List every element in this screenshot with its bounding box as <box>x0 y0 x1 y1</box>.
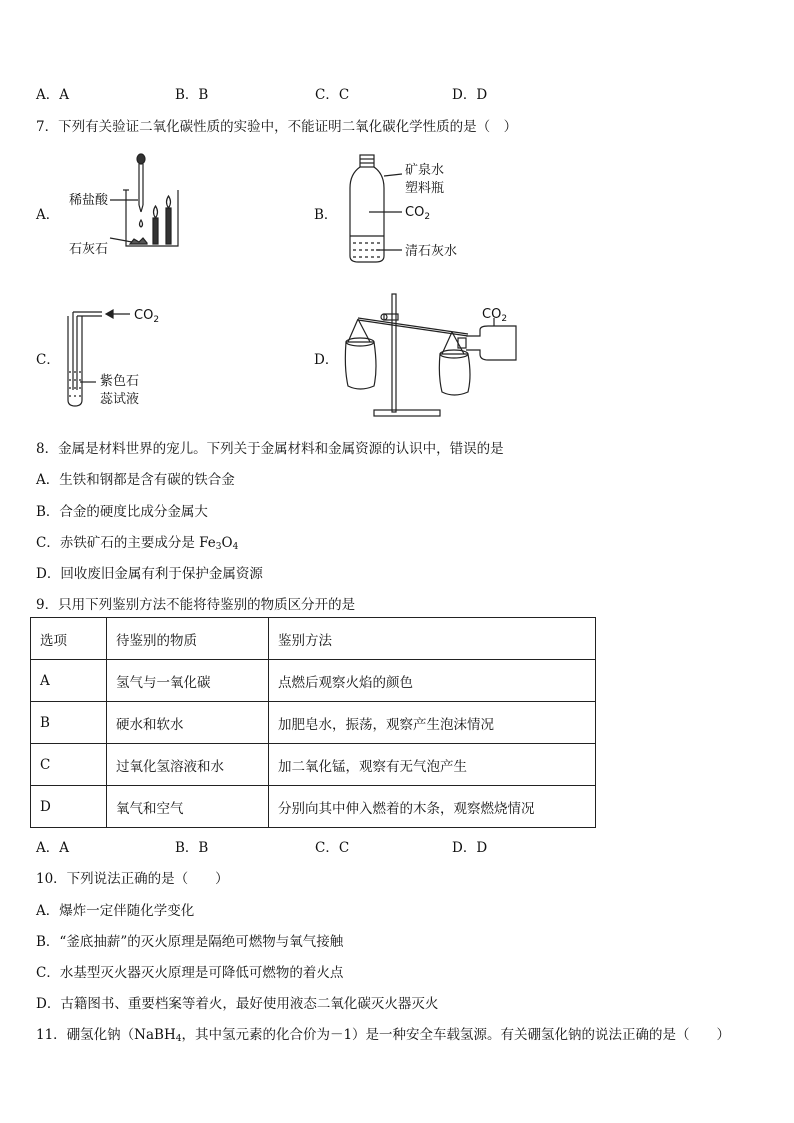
q9-option-c[interactable]: C．C <box>315 840 350 856</box>
q7-a-acid-label: 稀盐酸 <box>69 193 109 208</box>
q8-option-a[interactable]: A．生铁和钢都是含有碳的铁合金 <box>36 472 235 488</box>
cell-method: 加二氧化锰，观察有无气泡产生 <box>269 744 596 786</box>
q9-stem: 9．只用下列鉴别方法不能将待鉴别的物质区分开的是 <box>36 597 356 613</box>
header-substances: 待鉴别的物质 <box>107 618 269 660</box>
q8-stem: 8．金属是材料世界的宠儿。下列关于金属材料和金属资源的认识中，错误的是 <box>36 441 504 457</box>
q10-stem: 10．下列说法正确的是（ ） <box>36 871 229 887</box>
svg-text:CO2: $CO_2$ <box>482 307 508 324</box>
q10-option-b[interactable]: B．“釜底抽薪”的灭火原理是隔绝可燃物与氧气接触 <box>36 934 344 950</box>
q7-label-c[interactable]: C． <box>36 352 60 368</box>
cell-substances: 氧气和空气 <box>107 786 269 828</box>
cell-option: D <box>31 786 107 828</box>
table-header-row <box>31 618 596 660</box>
q7-label-b[interactable]: B． <box>314 207 338 223</box>
q6-option-d[interactable]: D．D <box>452 87 488 103</box>
q7-figure-b <box>336 152 486 264</box>
cell-substances: 氢气与一氧化碳 <box>107 660 269 702</box>
table-row <box>31 786 596 828</box>
q6-option-b[interactable]: B．B <box>175 87 209 103</box>
q7-figure-d <box>340 290 530 420</box>
cell-option: C <box>31 744 107 786</box>
q8-option-b[interactable]: B．合金的硬度比成分金属大 <box>36 504 208 520</box>
q7-b-gas-label: $CO_2$ <box>405 205 431 222</box>
q8-option-c[interactable]: C．赤铁矿石的主要成分是 $Fe_3O_4$ <box>36 535 239 552</box>
table-row <box>31 744 596 786</box>
q10-option-d[interactable]: D．古籍图书、重要档案等着火，最好使用液态二氧化碳灭火器灭火 <box>36 996 439 1012</box>
cell-substances: 过氧化氢溶液和水 <box>107 744 269 786</box>
q7-figure-c <box>60 302 200 410</box>
q6-option-a[interactable]: A．A <box>36 87 69 103</box>
q6-option-c[interactable]: C．C <box>315 87 350 103</box>
q7-b-liquid-label: 清石灰水 <box>405 244 458 259</box>
header-option: 选项 <box>31 618 107 660</box>
q7-c-liquid-label-2: 蕊试液 <box>100 392 140 407</box>
q7-label-a[interactable]: A． <box>36 207 60 223</box>
q9-option-b[interactable]: B．B <box>175 840 209 856</box>
q7-b-bottle-label-2: 塑料瓶 <box>405 181 445 196</box>
q7-b-bottle-label-1: 矿泉水 <box>405 163 445 178</box>
cell-method: 加肥皂水，振荡，观察产生泡沫情况 <box>269 702 596 744</box>
q7-a-stone-label: 石灰石 <box>69 242 109 257</box>
q9-table <box>30 617 596 828</box>
cell-option: B <box>31 702 107 744</box>
q10-option-a[interactable]: A．爆炸一定伴随化学变化 <box>36 903 195 919</box>
q9-option-d[interactable]: D．D <box>452 840 488 856</box>
q7-c-liquid-label-1: 紫色石 <box>100 374 140 389</box>
table-row <box>31 702 596 744</box>
cell-substances: 硬水和软水 <box>107 702 269 744</box>
cell-method: 分别向其中伸入燃着的木条，观察燃烧情况 <box>269 786 596 828</box>
header-method: 鉴别方法 <box>269 618 596 660</box>
q8-option-d[interactable]: D．回收废旧金属有利于保护金属资源 <box>36 566 263 582</box>
q7-figure-a <box>60 150 190 260</box>
q10-option-c[interactable]: C．水基型灭火器灭火原理是可降低可燃物的着火点 <box>36 965 344 981</box>
q7-label-d[interactable]: D． <box>314 352 339 368</box>
cell-option: A <box>31 660 107 702</box>
q7-stem: 7．下列有关验证二氧化碳性质的实验中，不能证明二氧化碳化学性质的是（ ） <box>36 119 518 135</box>
svg-text:CO2: $CO_2$ <box>134 308 160 325</box>
table-row <box>31 660 596 702</box>
q9-option-a[interactable]: A．A <box>36 840 69 856</box>
q11-stem: 11．硼氢化钠（NaBH$_4$，其中氢元素的化合价为－1）是一种安全车载氢源。有关硼氢化钠的说法正确的是（ ） <box>36 1027 731 1044</box>
cell-method: 点燃后观察火焰的颜色 <box>269 660 596 702</box>
